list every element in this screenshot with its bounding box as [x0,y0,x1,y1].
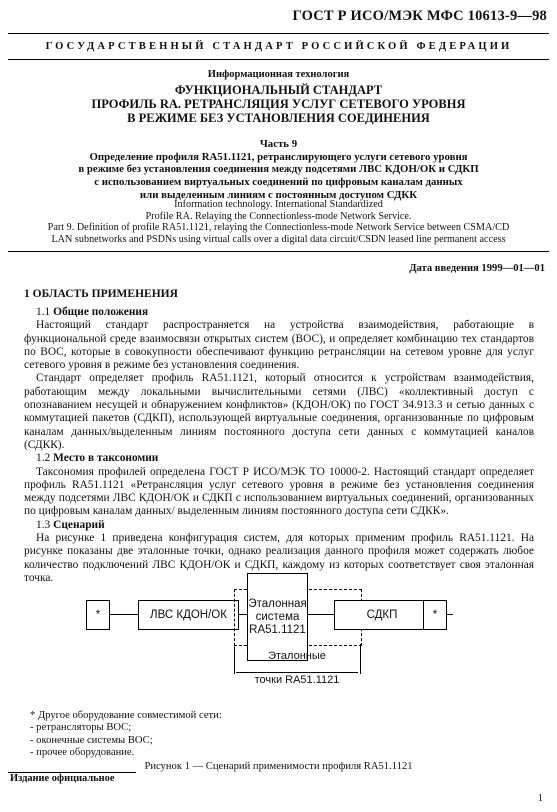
subsection-number: 1.3 [36,518,51,531]
paragraph: На рисунке 1 приведена конфигурация систем, для которых применим профиль RA51.1121. На рисунке показаны две эталонные точки, однако реализация данного профиля может содержать любое количество подключений ЛВС КДОН/ОК и СДКП, каждому из которых соответствует своя эталонная точка. [24,532,534,584]
ref-system-line: Эталонная [248,597,307,610]
reference-system-box [247,573,308,661]
edition-label: Издание официальное [10,773,115,784]
subsection-title: Общие положения [53,306,149,318]
main-title-line: ФУНКЦИОНАЛЬНЫЙ СТАНДАРТ [174,83,383,97]
footnote-intro: * Другое оборудование совместимой сети: [30,710,222,721]
english-title-line: Information technology. International Standardized [174,199,383,210]
topic-title: Информационная технология [207,69,350,80]
part-title-line: с использованием виртуальных соединений по цифровым каналам данных [94,176,463,189]
lan-csma-cd-box [138,600,239,630]
subsection-heading-1-3 [24,519,534,532]
subsection-heading-1-2 [24,452,534,465]
page-number: 1 [537,793,543,804]
paragraph: Настоящий стандарт распространяется на устройства взаимодействия, работающие в функциональной среде взаимосвязи открытых систем (ВОС), и определяет комбинацию тех стандартов по ВОС, которые в совокупности обеспечивают функцию ретрансляции на сетевом уровне для услуг сетевого уровня в режиме без установления соединения. [24,319,534,372]
ref-points-line: точки RA51.1121 [254,674,340,686]
figure-1-diagram [60,568,500,693]
subsection-title: Сценарий [53,518,105,531]
asterisk-mark: * [432,609,438,621]
subsection-number: 1.1 [36,306,51,318]
footnote-item: - ретрансляторы ВОС; [30,722,132,734]
state-standard-line: ГОСУДАРСТВЕННЫЙ СТАНДАРТ РОССИЙСКОЙ ФЕДЕРАЦИИ [45,41,513,52]
lan-label: ЛВС КДОН/ОК [150,609,227,621]
part-label: Часть 9 [259,138,298,150]
english-title-line: Part 9. Definition of profile RA51.1121, relaying the Connectionless-mode Network Service between CSMA/CD [47,222,510,234]
subsection-number: 1.2 [36,452,51,465]
main-title-line: ПРОФИЛЬ RA. РЕТРАНСЛЯЦИЯ УСЛУГ СЕТЕВОГО УРОВНЯ [91,97,466,111]
part-title-line: в режиме без установления соединения между подсетями ЛВС КДОН/ОК и СДКП [78,163,479,176]
introduction-date: Дата введения 1999—01—01 [409,263,545,274]
state-rule [8,59,549,60]
part-title-line: или выделенным линиям с постоянным доступом СДКК [139,188,418,201]
document-code: ГОСТ Р ИСО/МЭК МФС 10613-9—98 [292,8,547,24]
ref-points-line: Эталонные [268,650,326,662]
section-body [24,306,534,585]
figure-footnote [30,710,222,760]
section-heading: 1 ОБЛАСТЬ ПРИМЕНЕНИЯ [24,288,178,300]
main-title [20,83,537,125]
part-block [20,138,537,202]
connector-line [108,614,138,615]
footnote-item: - прочее оборудование. [30,747,135,759]
network-equipment-box-left [86,600,110,630]
title-rule [8,251,549,252]
network-equipment-box-right [423,600,447,630]
reference-point-marker [360,644,361,674]
english-title [20,199,537,245]
subsection-title: Место в таксономии [53,452,159,465]
figure-caption: Рисунок 1 — Сценарий применимости профиля RA51.1121 [144,761,413,772]
english-title-line: LAN subnetworks and PSDNs using virtual calls over a digital data circuit/CSDN leased line permanent access [51,233,506,245]
header-rule [8,33,549,34]
paragraph: Таксономия профилей определена ГОСТ Р ИСО/МЭК ТО 10000-2. Настоящий стандарт определяет профиль RA51.1121 «Ретрансляция услуг сетевого уровня в режиме без установления соединения между подсетями ЛВС КДОН/ОК и СДКП с использованием виртуальных соединений, организованных по цифровым каналам данных/ выделенным линиям постоянного доступа сети СДКК». [24,465,534,518]
main-title-line: В РЕЖИМЕ БЕЗ УСТАНОВЛЕНИЯ СОЕДИНЕНИЯ [127,111,430,125]
asterisk-mark: * [95,609,101,621]
subsection-heading-1-1 [24,306,534,319]
english-title-line: Profile RA. Relaying the Connectionless-mode Network Service. [145,210,412,222]
reference-points-label [236,650,358,687]
paragraph: Стандарт определяет профиль RA51.1121, который относится к устройствам взаимодействия, работающим между локальными вычислительными сетями (ЛВС) «коллективный доступ с опознаванием несущей и обнаружением конфликтов» (КДОН/ОК) по ГОСТ 34.913.3 и сетью данных с коммутацией пакетов (СДКП), использующей виртуальные соединения, организованные по цифровым каналам данных/выделенным линиям постоянного доступа сети данных с коммутацией каналов (СДКК). [24,372,534,451]
ref-system-line: RA51.1121 [249,623,306,636]
part-title-line: Определение профиля RA51.1121, ретранслирующего услуги сетевого уровня [89,150,468,163]
footnote-item: - оконечные системы ВОС; [30,734,153,746]
pdn-box [334,600,430,630]
ref-system-line: система [255,610,300,623]
reference-point-marker [234,644,235,674]
pdn-label: СДКП [366,609,398,621]
